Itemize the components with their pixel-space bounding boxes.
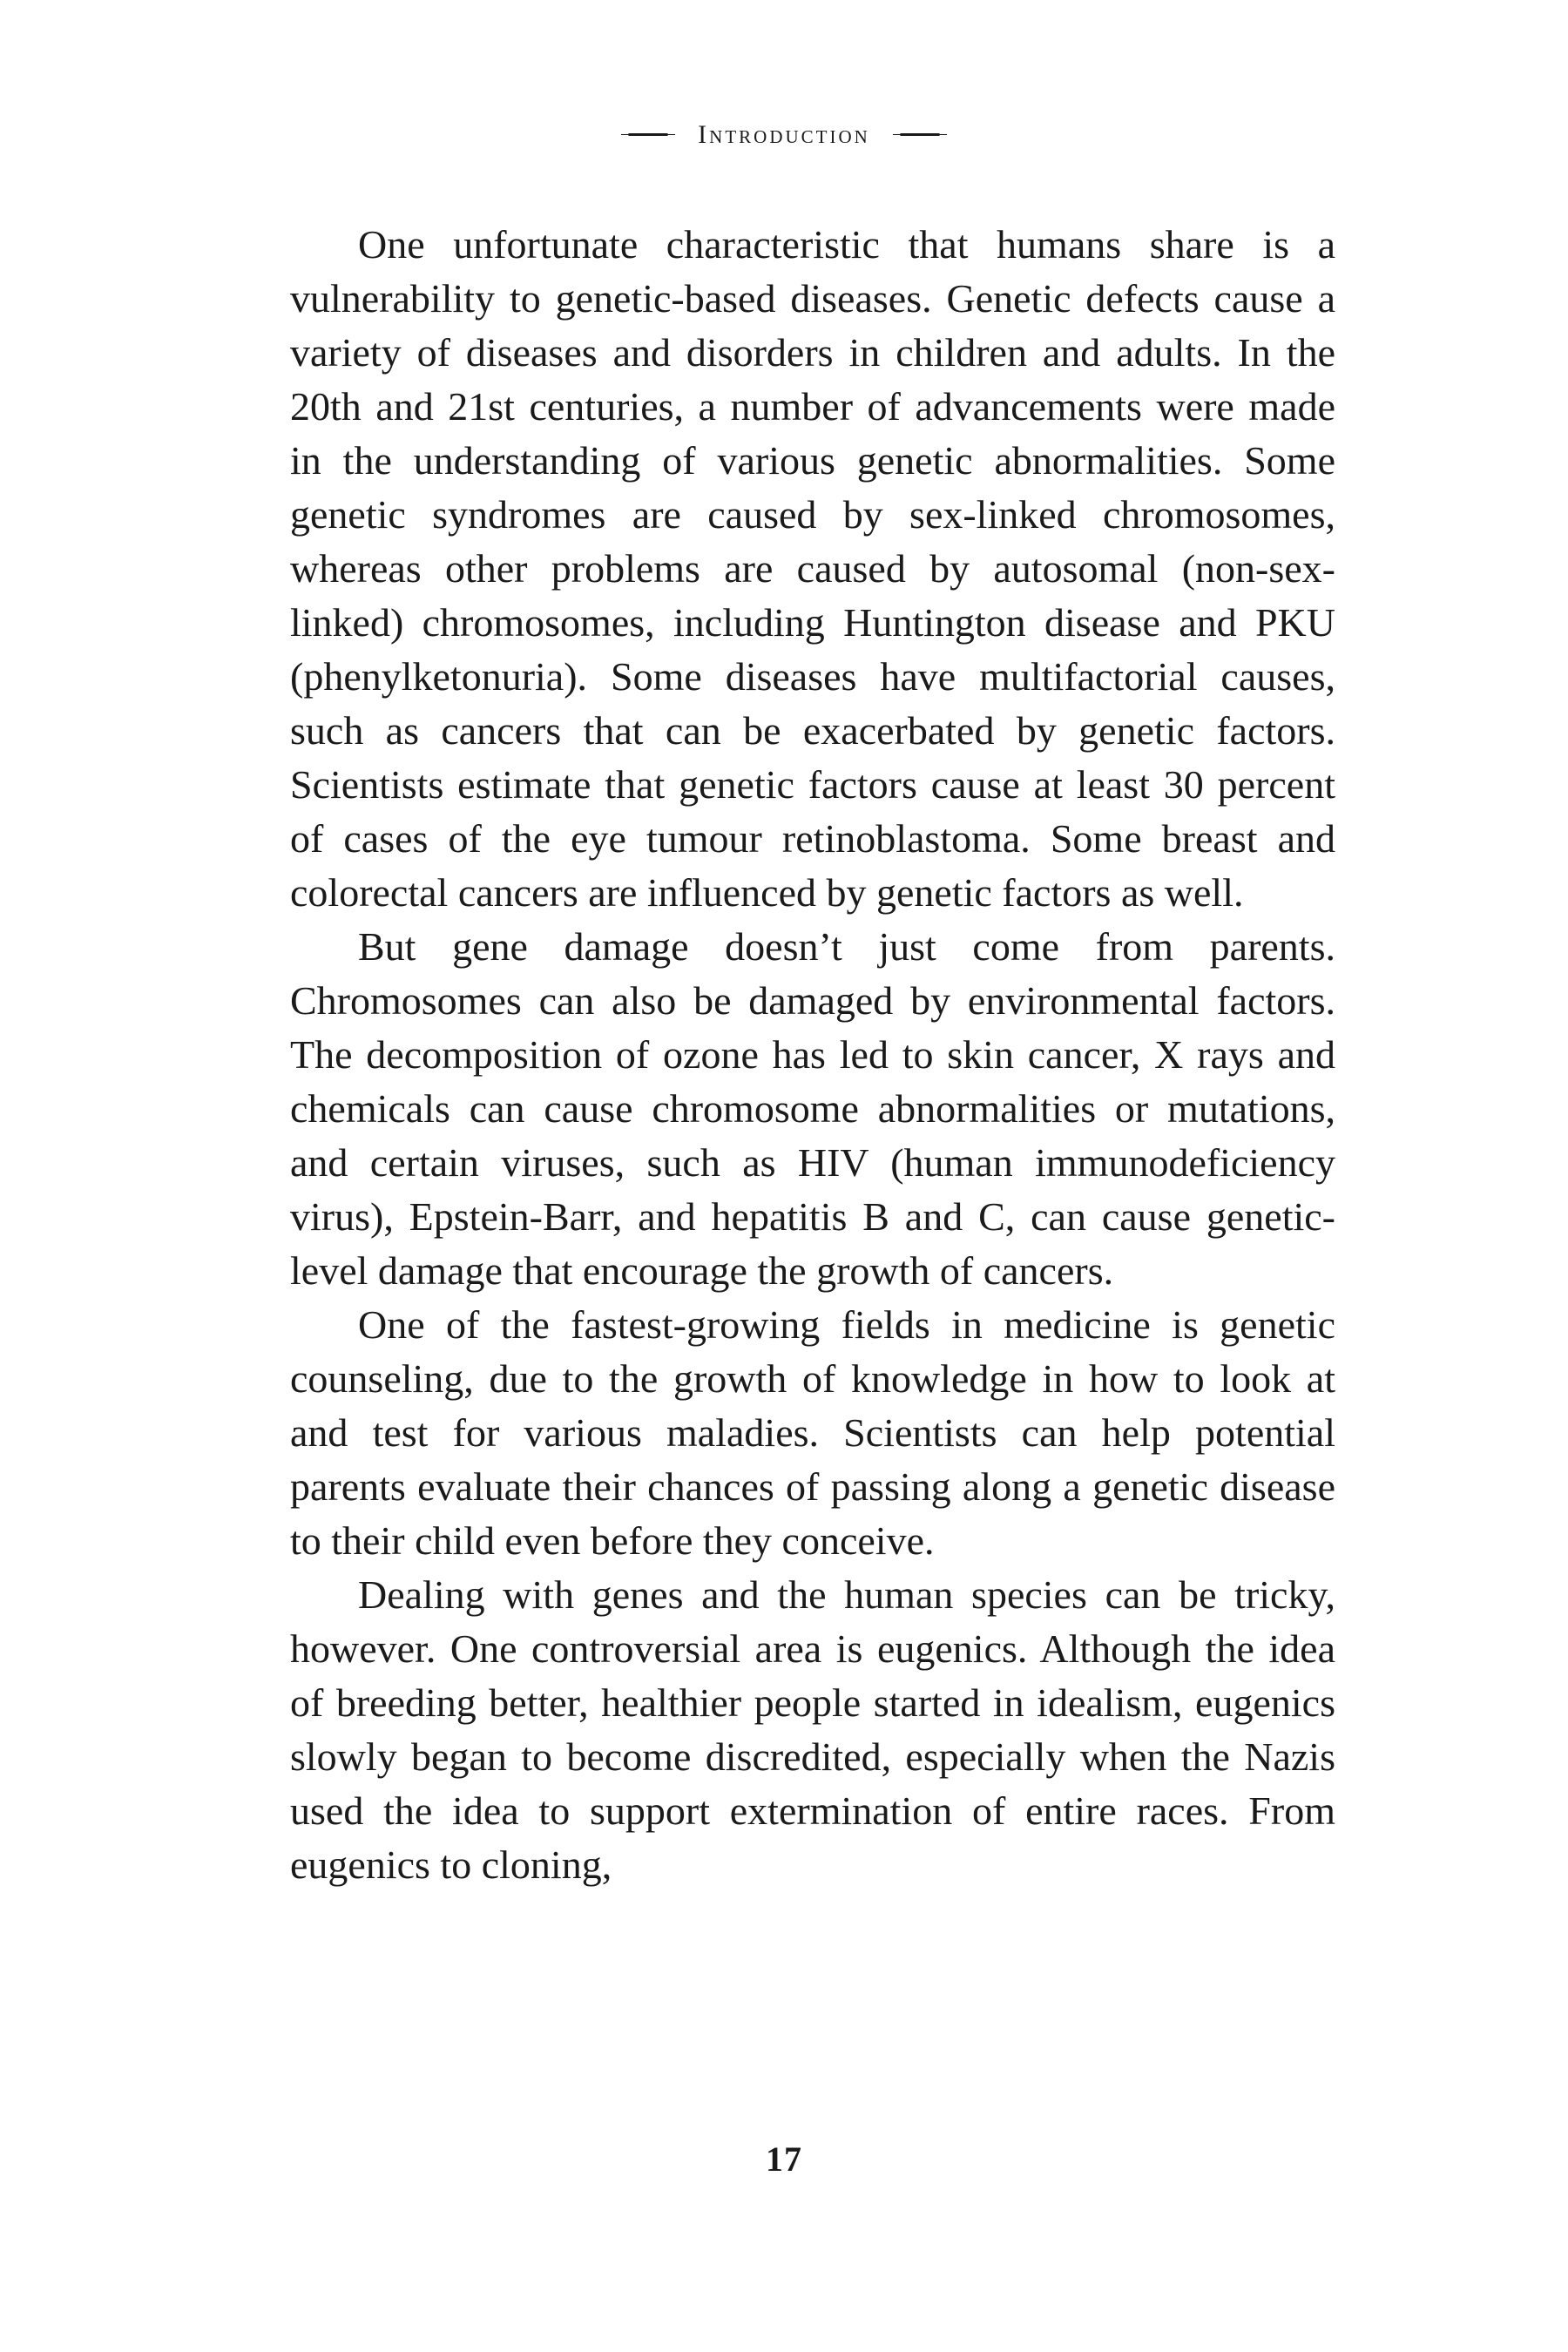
paragraph: One unfortunate characteristic that humans share is a vulnerability to genetic-based diseases. Genetic defects cause a variety of diseases and disorders in children and adults. In the 20th and 21st centuries, a number of advancements were made in the understanding of various genetic abnormalities. Some genetic syndromes are caused by sex-linked chromosomes, whereas other problems are caused by autosomal (non-sex-linked) chromosomes, including Huntington disease and PKU (phenylketonuria). Some diseases have multifactorial causes, such as cancers that can be exacerbated by genetic factors. Scientists estimate that genetic factors cause at least 30 percent of cases of the eye tumour retinoblastoma. Some breast and colorectal cancers are influenced by genetic factors as well. <box>290 222 1335 915</box>
paragraph: But gene damage doesn’t just come from parents. Chromosomes can also be damaged by environmental factors. The decomposition of ozone has led to skin cancer, X rays and chemicals can cause chromosome abnormalities or mutations, and certain viruses, such as HIV (human immunodeficiency virus), Epstein-Barr, and hepatitis B and C, can cause genetic-level damage that encourage the growth of cancers. <box>290 924 1335 1293</box>
paragraph: Dealing with genes and the human species can be tricky, however. One controversial area is eugenics. Although the idea of breeding better, healthier people started in idealism, eugenics slowly began to become discredited, especially when the Nazis used the idea to support extermination of entire races. From eugenics to cloning, <box>290 1572 1335 1887</box>
running-head <box>0 113 1568 157</box>
paragraph: One of the fastest-growing fields in medicine is genetic counseling, due to the growth of knowledge in how to look at and test for various maladies. Scientists can help potential parents evaluate their chances of passing along a genetic disease to their child even before they conceive. <box>290 1302 1335 1563</box>
ornament-rule-right <box>893 131 947 139</box>
running-head-title: Introduction <box>698 120 870 149</box>
ornament-rule-left <box>621 131 675 139</box>
body-text <box>290 218 1335 1892</box>
page-number: 17 <box>766 2139 802 2179</box>
